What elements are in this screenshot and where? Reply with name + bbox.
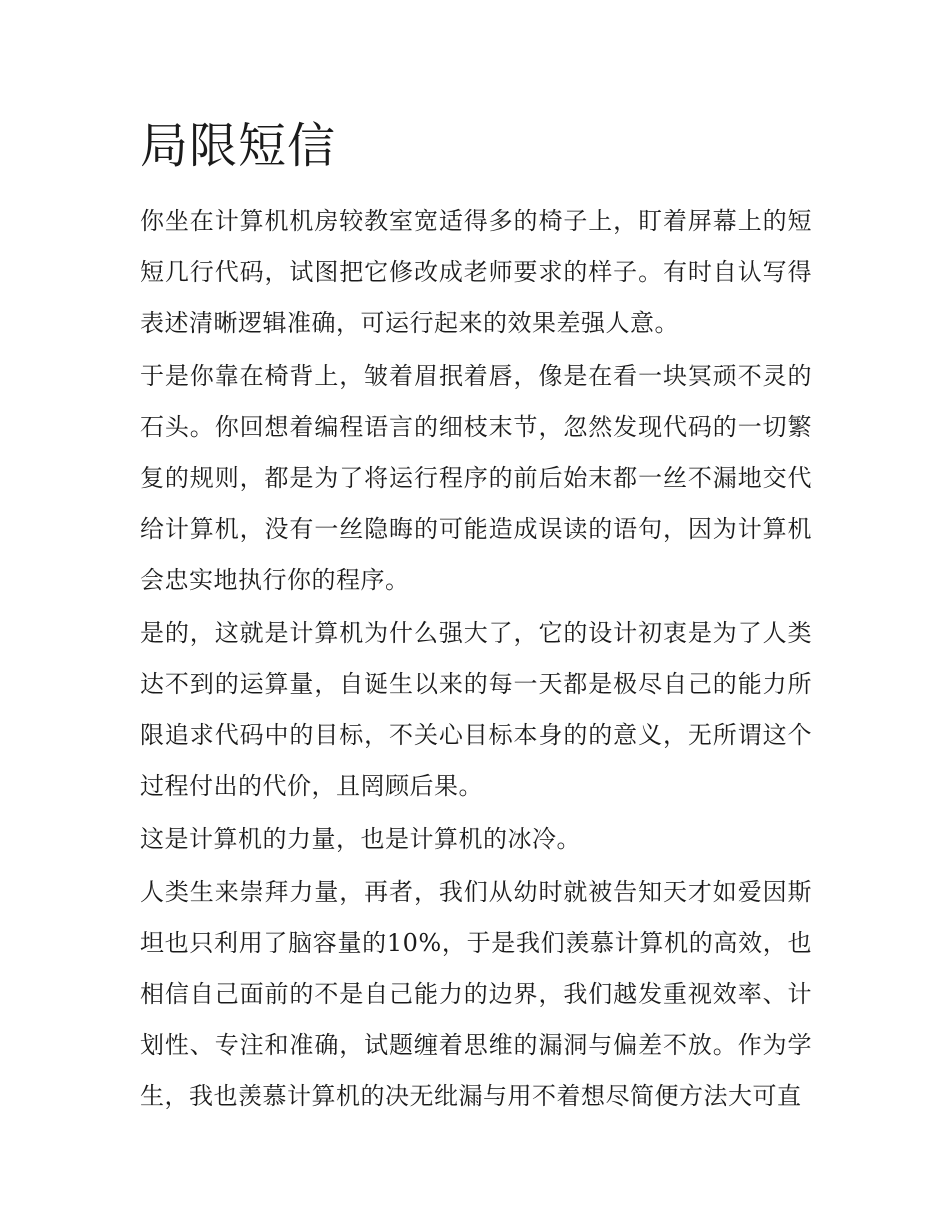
paragraph: 于是你靠在椅背上，皱着眉抿着唇，像是在看一块冥顽不灵的石头。你回想着编程语言的细枝末节，忽然发现代码的一切繁复的规则，都是为了将运行程序的前后始末都一丝不漏地交代给计算机，没有一丝隐晦的可能造成误读的语句，因为计算机会忠实地执行你的程序。 bbox=[140, 362, 812, 594]
paragraph: 这是计算机的力量，也是计算机的冰冷。 bbox=[140, 825, 581, 853]
paragraph: 人类生来崇拜力量，再者，我们从幼时就被告知天才如爱因斯坦也只利用了脑容量的10%，于是我们羡慕计算机的高效，也相信自己面前的不是自己能力的边界，我们越发重视效率、计划性、专注和准确，试题缠着思维的漏洞与偏差不放。作为学生，我也羡慕计算机的决无纰漏与用不着想尽简便方法大可直 bbox=[140, 878, 812, 1110]
document-body bbox=[140, 196, 812, 1124]
paragraph: 你坐在计算机机房较教室宽适得多的椅子上，盯着屏幕上的短短几行代码，试图把它修改成老师要求的样子。有时自认写得表述清晰逻辑准确，可运行起来的效果差强人意。 bbox=[140, 207, 812, 337]
document-title: 局限短信 bbox=[140, 118, 337, 174]
paragraph: 是的，这就是计算机为什么强大了，它的设计初衷是为了人类达不到的运算量，自诞生以来的每一天都是极尽自己的能力所限追求代码中的目标，不关心目标本身的的意义，无所谓这个过程付出的代价，且罔顾后果。 bbox=[140, 619, 812, 800]
